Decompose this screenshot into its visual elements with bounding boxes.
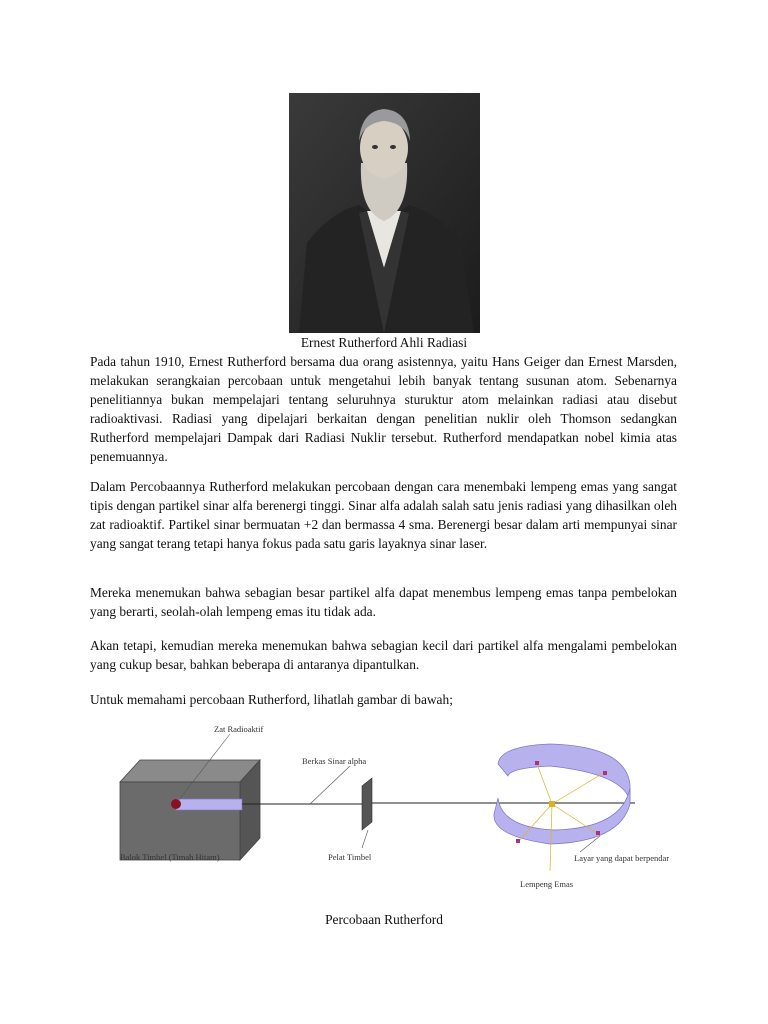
label-pelat-timbel: Pelat Timbel [328,852,372,862]
label-lempeng-emas: Lempeng Emas [520,879,574,889]
label-zat-radioaktif: Zat Radioaktif [214,724,264,734]
paragraph-see-figure: Untuk memahami percobaan Rutherford, lihatlah gambar di bawah; [90,692,453,707]
rutherford-portrait [289,93,480,333]
lead-block [120,760,260,860]
figure-caption: Percobaan Rutherford [325,912,443,927]
rutherford-experiment-diagram [100,716,690,906]
paragraph-finding-2: Akan tetapi, kemudian mereka menemukan bahwa sebagian kecil dari partikel alfa mengalami pembelokan yang cukup besar, bahkan beberapa di antaranya dipantulkan. [90,638,677,672]
label-berkas-sinar: Berkas Sinar alpha [302,756,367,766]
paragraph-finding-1: Mereka menemukan bahwa sebagian besar partikel alfa dapat menembus lempeng emas tanpa pembelokan yang berarti, seolah-olah lempeng emas itu tidak ada. [90,585,677,619]
label-layar: Layar yang dapat berpendar [574,853,670,863]
photo-caption: Ernest Rutherford Ahli Radiasi [300,335,468,350]
label-balok-timbel: Balok Timbel (Timah Hitam) [120,852,220,862]
paragraph-intro: Pada tahun 1910, Ernest Rutherford bersama dua orang asistennya, yaitu Hans Geiger dan Ernest Marsden, melakukan serangkaian percobaan untuk mengetahui lebih banyak tentang susunan atom. Sebenarnya penelitiannya bukan mempelajari tentang seluruhnya sturuktur atom melainkan radiasi atau disebut radioaktivasi. Radiasi yang dipelajari berkaitan dengan penelitian nuklir oleh Thomson sedangkan Rutherford mempelajari Dampak dari Radiasi Nuklir tersebut. Rutherford mendapatkan nobel kimia atas penemuannya. [90,354,677,464]
paragraph-experiment: Dalam Percobaannya Rutherford melakukan percobaan dengan cara menembaki lempeng emas yang sangat tipis dengan partikel sinar alfa berenergi tinggi. Sinar alfa adalah salah satu jenis radiasi yang dihasilkan oleh zat radioaktif. Partikel sinar bermuatan +2 dan bermassa 4 sma. Berenergi besar dalam arti mempunyai sinar yang sangat terang tetapi hanya fokus pada satu garis layaknya sinar laser. [90,479,677,551]
